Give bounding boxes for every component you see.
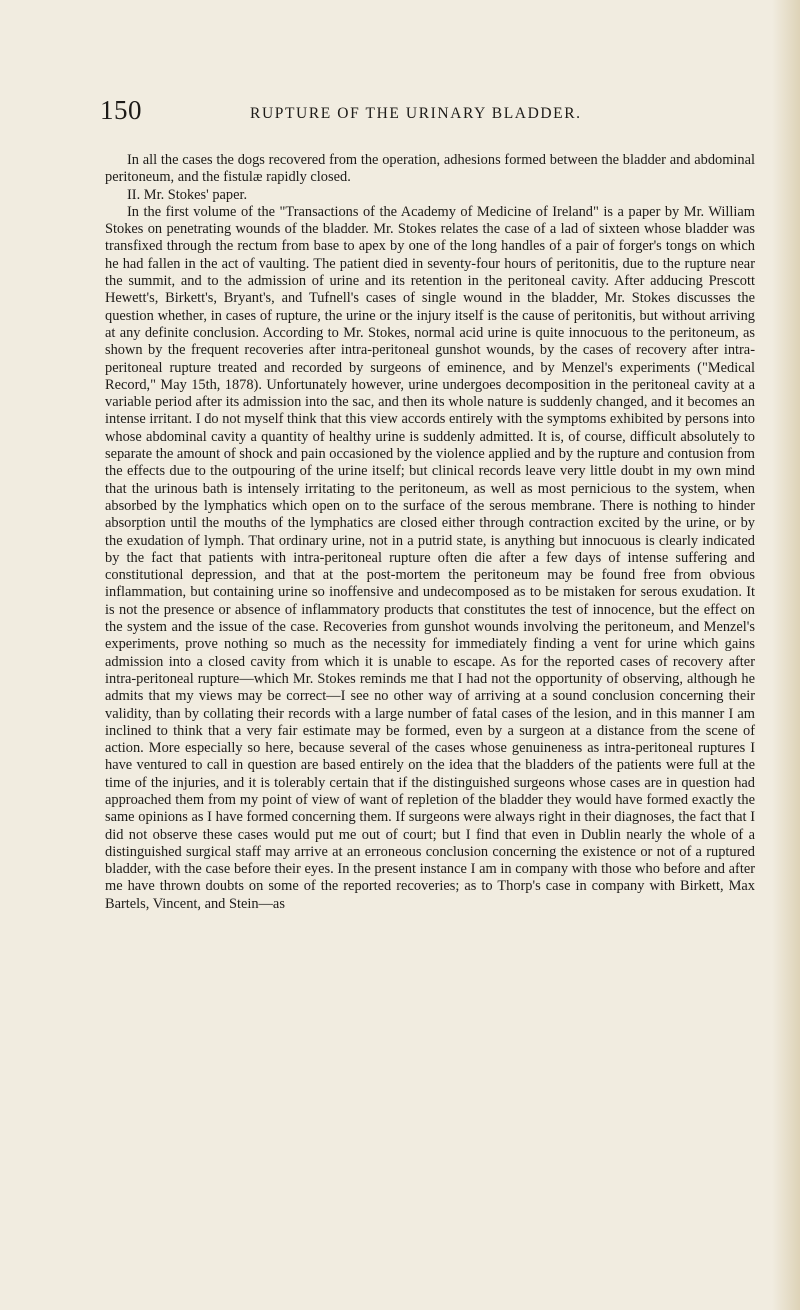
paragraph-main: In the first volume of the "Transactions of the Academy of Medicine of Ireland" is a paper by Mr. William Stokes on penetrating wounds of the bladder. Mr. Stokes relates the case of a lad of sixteen whose bladder was transfixed through the rectum from base to apex by one of the long handles of a pair of forger's tongs on which he had fallen in the act of vaulting. The patient died in seventy-four hours of peritonitis, due to the rupture near the summit, and to the admission of urine and its retention in the peritoneal cavity. After adducing Prescott Hewett's, Birkett's, Bryant's, and Tufnell's cases of single wound in the bladder, Mr. Stokes discusses the question whether, in cases of rupture, the urine or the injury itself is the cause of peritonitis, but without arriving at any definite conclusion. According to Mr. Stokes, normal acid urine is quite innocuous to the peritoneum, as shown by the frequent recoveries after intra-peritoneal gunshot wounds, by the cases of recovery after intra-peritoneal rupture treated and recorded by surgeons of eminence, and by Menzel's experiments ("Medical Record," May 15th, 1878). Unfortunately however, urine undergoes decomposition in the peritoneal cavity at a variable period after its admission into the sac, and then its whole nature is suddenly changed, and it becomes an intense irritant. I do not myself think that this view accords entirely with the symptoms exhibited by persons into whose abdominal cavity a quantity of healthy urine is suddenly admitted. It is, of course, difficult absolutely to separate the amount of shock and pain occasioned by the violence applied and by the rupture and contusion from the effects due to the outpouring of the urine itself; but clinical records leave very little doubt in my own mind that the urinous bath is intensely irritating to the peritoneum, as well as most pernicious to the system, when absorbed by the lymphatics which open on to the surface of the serous membrane. There is nothing to hinder absorption until the mouths of the lymphatics are closed either through contraction excited by the urine, or by the exudation of lymph. That ordinary urine, not in a putrid state, is anything but innocuous is clearly indicated by the fact that patients with intra-peritoneal rupture often die after a few days of intense suffering and constitutional depression, and that at the post-mortem the peritoneum may be found free from obvious inflammation, but containing urine so inoffensive and undecomposed as to be mistaken for serous exudation. It is not the presence or absence of inflammatory products that constitutes the test of innocence, but the effect on the system and the issue of the case. Recoveries from gunshot wounds involving the peritoneum, and Menzel's experiments, prove nothing so much as the necessity for immediately finding a vent for urine which gains admission into a closed cavity from which it is unable to escape. As for the reported cases of recovery after intra-peritoneal rupture—which Mr. Stokes reminds me that I had not the opportunity of observing, although he admits that my views may be correct—I see no other way of arriving at a sound conclusion concerning their validity, than by collating their records with a large number of fatal cases of the lesion, and in this manner I am inclined to think that a very fair estimate may be formed, even by a surgeon at a distance from the scene of action. More especially so here, because several of the cases whose genuineness as intra-peritoneal ruptures I have ventured to call in question are based entirely on the idea that the bladders of the patients were full at the time of the injuries, and it is tolerably certain that if the distinguished surgeons whose cases are in question had approached them from my point of view of want of repletion of the bladder they would have formed exactly the same opinions as I have formed concerning them. If surgeons were always right in their diagnoses, the fact that I did not observe these cases would put me out of court; but I find that even in Dublin nearly the whole of a distinguished surgical staff may arrive at an erroneous conclusion concerning the existence or not of a ruptured bladder, with the case before their eyes. In the present instance I am in company with those who before and after me have thrown doubts on some of the reported recoveries; as to Thorp's case in company with Birkett, Max Bartels, Vincent, and Stein—as bbox=[105, 203, 755, 912]
page-header bbox=[100, 95, 760, 135]
running-head: RUPTURE OF THE URINARY BLADDER. bbox=[250, 105, 582, 122]
paragraph-intro: In all the cases the dogs recovered from the operation, adhesions formed between the bladder and abdominal peritoneum, and the fistulæ rapidly closed. bbox=[105, 152, 755, 186]
section-heading: II. Mr. Stokes' paper. bbox=[127, 186, 248, 203]
page-number: 150 bbox=[100, 95, 142, 125]
body-text bbox=[105, 152, 755, 913]
page-edge-shadow bbox=[772, 0, 800, 1310]
